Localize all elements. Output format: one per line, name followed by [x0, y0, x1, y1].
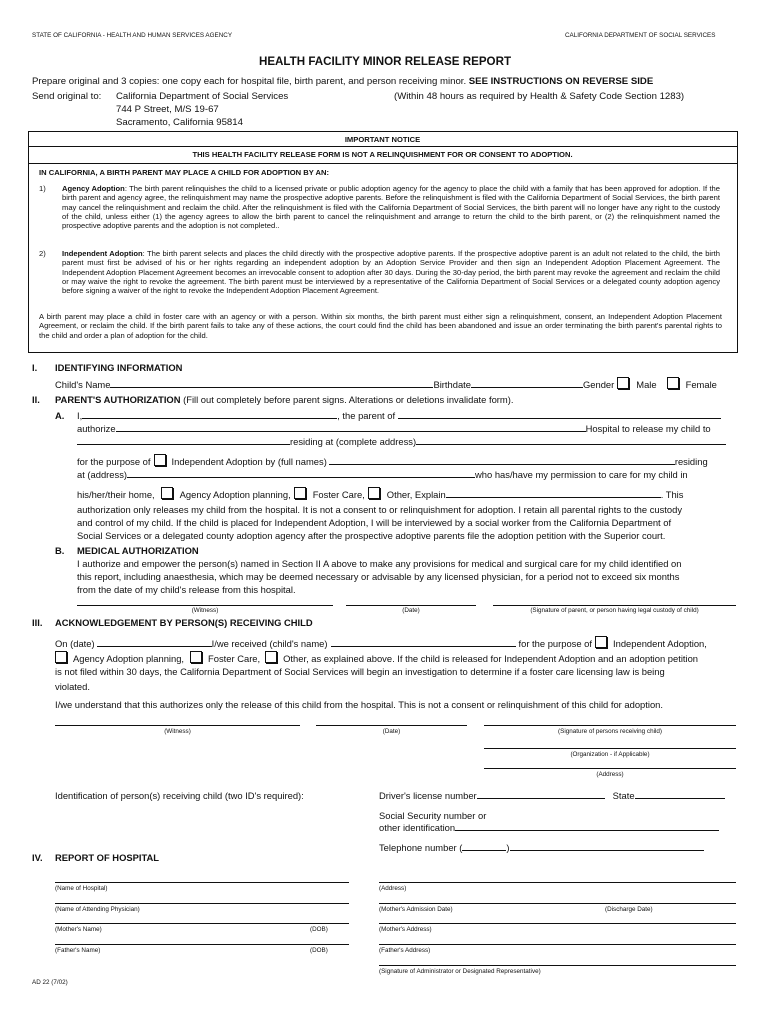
organization-line[interactable]: [484, 748, 736, 749]
telephone-label: Telephone number (: [379, 842, 463, 853]
on-date-label: On (date): [55, 638, 95, 649]
receiving-options-row: [55, 651, 698, 664]
medical-body-2: this report, including anaesthesia, which may be deemed necessary or advisable by any licensed physician, for a period not to exceed six months: [77, 571, 680, 582]
admission-discharge-line[interactable]: [379, 903, 736, 904]
purpose-label: for the purpose of: [77, 456, 151, 467]
agency-adoption-text: : The birth parent relinquishes the child to a licensed private or public adoption agency for the agency to place the child with a family that has been approved for adoption. If the birth parent and agency agree, the relinquishment may name the prospective adoptive parents. Before the relinquishment is filed with the California Department of Social Services, the birth parent may cancel the relinquishment and reclaim the child. After the relinquishment is filed with the California Department of Social Services, the birth parent will no longer have any right to the custody of the child, unless either (1) the agency agrees to allow the birth parent to cancel the relinquishment and arrange to return the child to the birth parent, or (2) the relinquishment named the prospective adoptive parents and the adoption is not completed..: [62, 184, 720, 231]
see-instructions: SEE INSTRUCTIONS ON REVERSE SIDE: [468, 76, 654, 87]
receiving-date-line[interactable]: [316, 725, 467, 726]
notice-disclaimer: THIS HEALTH FACILITY RELEASE FORM IS NOT A RELINQUISHMENT FOR OR CONSENT TO ADOPTION.: [192, 150, 573, 159]
residing-label: residing: [674, 456, 708, 467]
section-1-title: IDENTIFYING INFORMATION: [55, 362, 183, 373]
parent-name-field[interactable]: [82, 410, 337, 419]
father-name-line[interactable]: [55, 944, 349, 945]
receiving-address-caption: (Address): [596, 771, 624, 778]
hospital-address-line[interactable]: [379, 882, 736, 883]
subsection-a-label: A.: [55, 410, 65, 421]
mother-address-caption: (Mother's Address): [379, 926, 432, 933]
section-2-heading: [55, 394, 513, 405]
physician-line[interactable]: [55, 903, 349, 904]
deadline-note: (Within 48 hours as required by Health & Safety Code Section 1283): [394, 91, 685, 102]
receiving-date-caption: (Date): [382, 728, 401, 735]
send-address-line1: California Department of Social Services: [116, 91, 289, 102]
female-label: Female: [685, 379, 717, 390]
ssn-row: [379, 822, 719, 833]
mother-address-line[interactable]: [379, 923, 736, 924]
authorization-body-3: Social Services or a delegated county adoption agency after the prospective adoptive parents file the adoption petition with the Superior court.: [77, 530, 666, 541]
subsection-b-label: B.: [55, 545, 65, 556]
receiving-other-text: Other, as explained above. If the child is released for Independent Adoption and an adoption petition: [283, 653, 699, 664]
agency-adoption-paragraph: [62, 184, 720, 230]
receiving-signature-line[interactable]: [484, 725, 736, 726]
purpose-row: [77, 454, 708, 467]
notice-heading: IMPORTANT NOTICE: [344, 135, 421, 144]
mother-name-caption: (Mother's Name): [55, 926, 102, 933]
form-title: HEALTH FACILITY MINOR RELEASE REPORT: [258, 55, 512, 68]
section-3-number: III.: [32, 617, 43, 628]
home-row: [77, 487, 683, 500]
state-field[interactable]: [635, 790, 725, 799]
section-3-title: ACKNOWLEDGEMENT BY PERSON(S) RECEIVING CHILD: [55, 617, 313, 628]
hospital-name-field[interactable]: [116, 423, 586, 432]
medical-body-3: from the date of my child's release from this hospital.: [77, 584, 296, 595]
mother-dob-caption: (DOB): [310, 926, 328, 933]
receiving-body-3: violated.: [55, 681, 90, 692]
this-label: . This: [660, 489, 684, 500]
ssn-label-1: Social Security number or: [379, 810, 487, 821]
authorize-label: authorize: [77, 423, 116, 434]
send-label: Send original to:: [32, 91, 102, 102]
receiving-independent-checkbox[interactable]: [595, 636, 607, 648]
mother-name-line[interactable]: [55, 923, 349, 924]
independent-adoption-label: Independent Adoption: [62, 249, 143, 258]
authorization-body-1: authorization only releases my child from the hospital. It is not a consent to or relinquishment for adoption. I retain all parental rights to the custody: [77, 504, 683, 515]
understand-statement: I/we understand that this authorizes only the release of this child from the hospital. This is not a consent or relinquishment of this child for adoption.: [55, 699, 663, 710]
prepare-text: Prepare original and 3 copies: one copy each for hospital file, birth parent, and person receiving minor.: [32, 76, 467, 87]
hospital-name-caption: (Name of Hospital): [55, 885, 108, 892]
administrator-signature-line[interactable]: [379, 965, 736, 966]
send-address-line2: 744 P Street, M/S 19-67: [116, 104, 219, 115]
agency-adoption-checkbox[interactable]: [161, 487, 173, 499]
parent-signature-caption: (Signature of parent, or person having legal custody of child): [530, 607, 699, 614]
administrator-signature-caption: (Signature of Administrator or Designated Representative): [379, 968, 541, 975]
item1-number: 1): [39, 184, 46, 193]
receiving-agency-checkbox[interactable]: [55, 651, 67, 663]
receiving-other-checkbox[interactable]: [265, 651, 277, 663]
prepare-instructions: [32, 76, 653, 87]
foster-care-paragraph: A birth parent may place a child in foster care with an agency or with a person. Within six months, the birth parent must either sign a relinquishment, consent, an Independent Adoption Placement Agreement, or reclaim the child. If the birth parent fails to take any of these actions, the court could find the child has been abandoned and issue an order terminating the birth parent's parental rights to the child and order a plan of adoption for the child.: [39, 312, 722, 340]
medical-body-1: I authorize and empower the person(s) named in Section II A above to make any provisions for medical and surgical care for my child identified on: [77, 558, 682, 569]
receiving-witness-caption: (Witness): [164, 728, 191, 735]
gender-label: Gender: [583, 379, 615, 390]
child-of-parent-field[interactable]: [398, 410, 721, 419]
telephone-number-field[interactable]: [510, 842, 704, 851]
state-label: State: [612, 790, 635, 801]
childs-name-field[interactable]: [110, 379, 433, 388]
section-2-number: II.: [32, 394, 40, 405]
receiving-independent-label: Independent Adoption,: [613, 638, 707, 649]
parent-signature-line[interactable]: [493, 605, 736, 606]
agency-header: STATE OF CALIFORNIA - HEALTH AND HUMAN SERVICES AGENCY: [32, 32, 233, 39]
receiving-signature-caption: (Signature of persons receiving child): [558, 728, 662, 735]
permission-label: who has/have my permission to care for my child in: [475, 469, 688, 480]
independent-adoption-paragraph: [62, 249, 720, 295]
foster-care-label: Foster Care,: [312, 489, 365, 500]
receiving-address-line[interactable]: [484, 768, 736, 769]
father-address-line[interactable]: [379, 944, 736, 945]
ssn-label-2: other identification: [379, 822, 456, 833]
area-code-field[interactable]: [462, 842, 506, 851]
notice-intro: IN CALIFORNIA, A BIRTH PARENT MAY PLACE A CHILD FOR ADOPTION BY AN:: [39, 168, 329, 177]
agency-adoption-planning-label: Agency Adoption planning,: [179, 489, 291, 500]
father-name-caption: (Father's Name): [55, 947, 101, 954]
other-checkbox[interactable]: [368, 487, 380, 499]
item2-number: 2): [39, 249, 46, 258]
drivers-license-row: [379, 790, 725, 801]
home-label: his/her/their home,: [77, 489, 155, 500]
hospital-address-caption: (Address): [379, 885, 407, 892]
release-to-row: [77, 436, 726, 447]
release-to-address-field[interactable]: [416, 436, 726, 445]
section-2-title: PARENT'S AUTHORIZATION: [55, 394, 181, 405]
parent-date-caption: (Date): [402, 607, 420, 614]
receiving-foster-label: Foster Care,: [208, 653, 261, 664]
department-header: CALIFORNIA DEPARTMENT OF SOCIAL SERVICES: [565, 32, 716, 39]
identification-label: Identification of person(s) receiving child (two ID's required):: [55, 790, 304, 801]
receiving-body-2: is not filed within 30 days, the California Department of Social Services will begin an investigation to determine if a foster care licensing law is being: [55, 666, 665, 677]
receiving-witness-line[interactable]: [55, 725, 300, 726]
received-date-field[interactable]: [97, 638, 212, 647]
male-checkbox[interactable]: [617, 377, 629, 389]
hospital-name-line[interactable]: [55, 882, 349, 883]
parent-of-label: , the parent of: [337, 410, 396, 421]
send-address-line3: Sacramento, California 95814: [116, 117, 243, 128]
form-id: AD 22 (7/02): [32, 979, 68, 986]
medical-authorization-title: MEDICAL AUTHORIZATION: [77, 545, 199, 556]
at-address-label: at (address): [77, 469, 128, 480]
female-checkbox[interactable]: [667, 377, 679, 389]
received-child-name-field[interactable]: [331, 638, 516, 647]
birthdate-label: Birthdate: [433, 379, 471, 390]
authorization-body-2: and control of my child. If the child is placed for Independent Adoption, I will be interviewed by a social worker from the California Department of: [77, 517, 672, 528]
received-row: [55, 636, 707, 649]
receiving-foster-checkbox[interactable]: [190, 651, 202, 663]
other-identification-field[interactable]: [455, 822, 719, 831]
section-1-number: I.: [32, 362, 38, 373]
adoptive-parents-address-field[interactable]: [127, 469, 475, 478]
birthdate-field[interactable]: [471, 379, 583, 388]
received-label: I/we received (child's name): [211, 638, 328, 649]
drivers-license-field[interactable]: [477, 790, 605, 799]
telephone-row: [379, 842, 704, 853]
parent-witness-line[interactable]: [77, 605, 333, 606]
childs-name-label: Child's Name: [55, 379, 111, 390]
parent-date-line[interactable]: [346, 605, 476, 606]
discharge-date-caption: (Discharge Date): [605, 906, 653, 913]
section-4-number: IV.: [32, 852, 43, 863]
section-2-note: (Fill out completely before parent signs. Alterations or deletions invalidate form).: [180, 394, 514, 405]
receiving-agency-label: Agency Adoption planning,: [73, 653, 185, 664]
residing-complete-label: residing at (complete address): [290, 436, 417, 447]
for-purpose-label: for the purpose of: [518, 638, 593, 649]
parent-witness-caption: (Witness): [191, 607, 219, 614]
male-label: Male: [636, 379, 657, 390]
organization-caption: (Organization - if Applicable): [570, 751, 650, 758]
independent-adoption-text: : The birth parent selects and places the child directly with the prospective adoptive parents. If the prospective adoptive parent is an adult not related to the child, the birth parent must first be advised of his or her rights regarding an independent adoption by an Adoption Service Provider and then sign an Independent Adoption Placement Agreement. The Independent Adoption Placement Agreement becomes an irrevocable consent to adoption after 30 days. During the 30-day period, the birth parent may revoke the agreement and reclaim the child or may waive the right to revoke the agreement. The birth parent must be interviewed by a representative of the California Department of Social Services or a delegated county adoption agency before signing a waiver of the right to revoke the Independent Adoption Placement Agreement.: [62, 249, 720, 296]
telephone-close: ): [506, 842, 510, 853]
admission-date-caption: (Mother's Admission Date): [379, 906, 453, 913]
release-to-field[interactable]: [77, 436, 290, 445]
authorize-row: [77, 423, 711, 434]
physician-caption: (Name of Attending Physician): [55, 906, 140, 913]
important-notice-box: [28, 131, 738, 353]
father-address-caption: (Father's Address): [379, 947, 431, 954]
hospital-release-label: Hospital to release my child to: [585, 423, 711, 434]
section-4-title: REPORT OF HOSPITAL: [55, 852, 159, 863]
adoptive-parents-names-field[interactable]: [329, 456, 675, 465]
other-explain-field[interactable]: [446, 489, 661, 498]
identifying-row: [55, 377, 717, 390]
drivers-license-label: Driver's license number: [379, 790, 477, 801]
i-label: I,: [77, 410, 83, 421]
independent-adoption-by-label: Independent Adoption by (full names): [171, 456, 327, 467]
at-address-row: [77, 469, 688, 480]
father-dob-caption: (DOB): [310, 947, 328, 954]
other-explain-label: Other, Explain: [386, 489, 446, 500]
agency-adoption-label: Agency Adoption: [62, 184, 125, 193]
independent-adoption-checkbox[interactable]: [154, 454, 166, 466]
parent-row: [77, 410, 721, 421]
foster-care-checkbox[interactable]: [294, 487, 306, 499]
